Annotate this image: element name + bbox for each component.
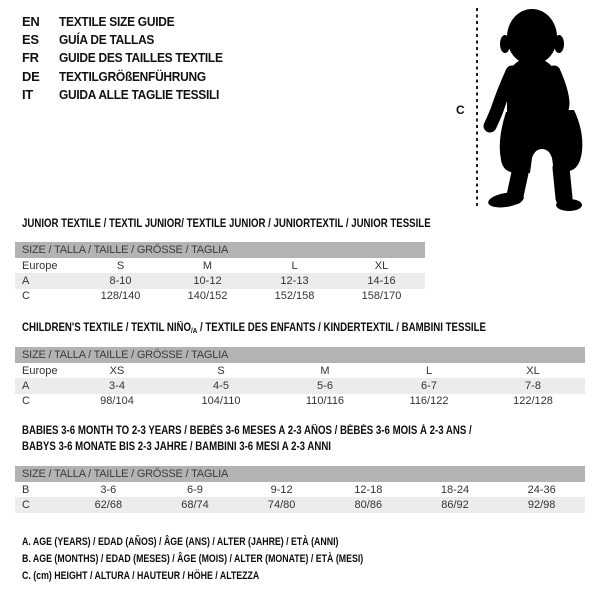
- junior-size-table: [15, 242, 425, 304]
- children-section-title: [22, 321, 574, 339]
- table-cell: 74/80: [267, 499, 296, 512]
- title-text: / TEXTILE DES ENFANTS / KINDERTEXTIL / BAMBINI TESSILE: [197, 322, 486, 334]
- table-row: [15, 273, 425, 288]
- table-cell: M: [320, 364, 330, 377]
- language-title-block: [22, 12, 237, 104]
- table-cell: 86/92: [441, 499, 469, 512]
- table-row: [15, 258, 425, 273]
- row-label: Europe: [22, 364, 58, 377]
- lang-code: FR: [22, 50, 39, 66]
- table-cell: 140/152: [187, 290, 228, 303]
- table-cell: 5-6: [317, 380, 333, 393]
- row-label: A: [22, 380, 30, 393]
- row-label: B: [22, 483, 30, 496]
- babies-size-table: [15, 466, 585, 513]
- table-cell: 3-4: [109, 380, 125, 393]
- table-cell: L: [425, 364, 433, 377]
- table-cell: 80/86: [354, 499, 383, 512]
- table-cell: 92/98: [527, 499, 556, 512]
- table-cell: 7-8: [525, 380, 541, 393]
- lang-row-fr: [22, 49, 237, 67]
- title-text: /A: [191, 326, 198, 335]
- table-cell: 14-16: [367, 275, 396, 288]
- legend-b: B. AGE (MONTHS) / EDAD (MESES) / ÂGE (MOIS) / ALTER (MONATE) / ETÀ (MESI): [22, 553, 364, 566]
- table-cell: S: [116, 259, 125, 272]
- table-row: [15, 394, 585, 409]
- table-cell: 9-12: [270, 483, 293, 496]
- table-cell: 98/104: [100, 395, 134, 408]
- table-cell: M: [202, 259, 213, 272]
- size-header-bar: SIZE / TALLA / TAILLE / GRÖSSE / TAGLIA: [15, 347, 585, 363]
- title-text: JUNIOR TEXTILE / TEXTIL JUNIOR/ TEXTILE JUNIOR / JUNIORTEXTIL / JUNIOR TESSILE: [22, 218, 431, 230]
- table-cell: 128/140: [100, 290, 141, 303]
- baby-silhouette-icon: [445, 0, 600, 215]
- table-cell: 10-12: [193, 275, 222, 288]
- lang-code: EN: [22, 13, 40, 29]
- babies-section-title: [22, 424, 557, 455]
- height-measure-figure: [445, 0, 600, 215]
- table-row: [15, 482, 585, 497]
- table-row: [15, 497, 585, 512]
- title-text: CHILDREN'S TEXTILE / TEXTIL NIÑO: [22, 322, 192, 334]
- row-label: A: [22, 275, 30, 288]
- table-row: [15, 289, 425, 304]
- row-label: C: [22, 290, 30, 303]
- table-cell: S: [217, 364, 225, 377]
- table-cell: 8-10: [109, 275, 132, 288]
- table-cell: 158/170: [361, 290, 402, 303]
- lang-row-en: [22, 12, 237, 30]
- row-label: C: [22, 395, 30, 408]
- table-cell: 110/116: [305, 395, 345, 408]
- table-cell: 62/68: [94, 499, 123, 512]
- table-cell: 152/158: [274, 290, 315, 303]
- table-cell: XL: [526, 364, 540, 377]
- table-cell: XL: [374, 259, 389, 272]
- table-cell: 122/128: [513, 395, 553, 408]
- baby-silhouette-shape: [487, 9, 582, 211]
- legend-a: A. AGE (YEARS) / EDAD (AÑOS) / ÂGE (ANS) / ALTER (JAHRE) / ETÀ (ANNI): [22, 536, 339, 548]
- table-row: [15, 363, 585, 378]
- lang-code: ES: [22, 32, 39, 48]
- lang-label: GUIDA ALLE TAGLIE TESSILI: [59, 87, 220, 103]
- table-cell: 68/74: [181, 499, 209, 512]
- junior-section-title: [22, 217, 508, 233]
- lang-label: GUIDE DES TAILLES TEXTILE: [59, 50, 223, 66]
- lang-label: TEXTILGRÖßENFÜHRUNG: [59, 68, 206, 84]
- lang-row-de: [22, 67, 237, 85]
- table-cell: 12-13: [280, 275, 309, 288]
- title-text: BABYS 3-6 MONATE BIS 2-3 JAHRE / BAMBINI 3-6 MESI A 2-3 ANNI: [22, 440, 331, 453]
- table-cell: 12-18: [354, 483, 383, 496]
- legend-c: C. (cm) HEIGHT / ALTURA / HAUTEUR / HÖHE / ALTEZZA: [22, 570, 260, 583]
- lang-code: DE: [22, 68, 40, 84]
- lang-code: IT: [22, 87, 33, 103]
- table-cell: L: [291, 259, 298, 272]
- lang-row-es: [22, 30, 237, 48]
- legend-block: [22, 534, 449, 586]
- lang-row-it: [22, 86, 237, 104]
- title-text: BABIES 3-6 MONTH TO 2-3 YEARS / BEBÉS 3-6 MESES A 2-3 AÑOS / BÉBÉS 3-6 MOIS À 2-3 ANS /: [22, 425, 472, 437]
- size-header-bar: SIZE / TALLA / TAILLE / GRÖSSE / TAGLIA: [15, 466, 585, 482]
- table-cell: 104/110: [201, 395, 241, 408]
- table-cell: 4-5: [213, 380, 229, 393]
- row-label: C: [22, 499, 30, 512]
- table-row: [15, 378, 585, 393]
- table-cell: 18-24: [440, 483, 470, 496]
- table-cell: XS: [109, 364, 125, 377]
- children-size-table: [15, 347, 585, 409]
- table-cell: 3-6: [100, 483, 117, 496]
- table-cell: 24-36: [527, 483, 556, 496]
- table-cell: 116/122: [409, 395, 449, 408]
- row-label: Europe: [22, 259, 58, 272]
- lang-label: GUÍA DE TALLAS: [59, 32, 155, 48]
- lang-label: TEXTILE SIZE GUIDE: [59, 13, 175, 29]
- table-cell: 6-9: [187, 483, 203, 496]
- size-header-bar: SIZE / TALLA / TAILLE / GRÖSSE / TAGLIA: [15, 242, 425, 258]
- table-cell: 6-7: [421, 380, 437, 393]
- measure-c-label: C: [456, 103, 465, 117]
